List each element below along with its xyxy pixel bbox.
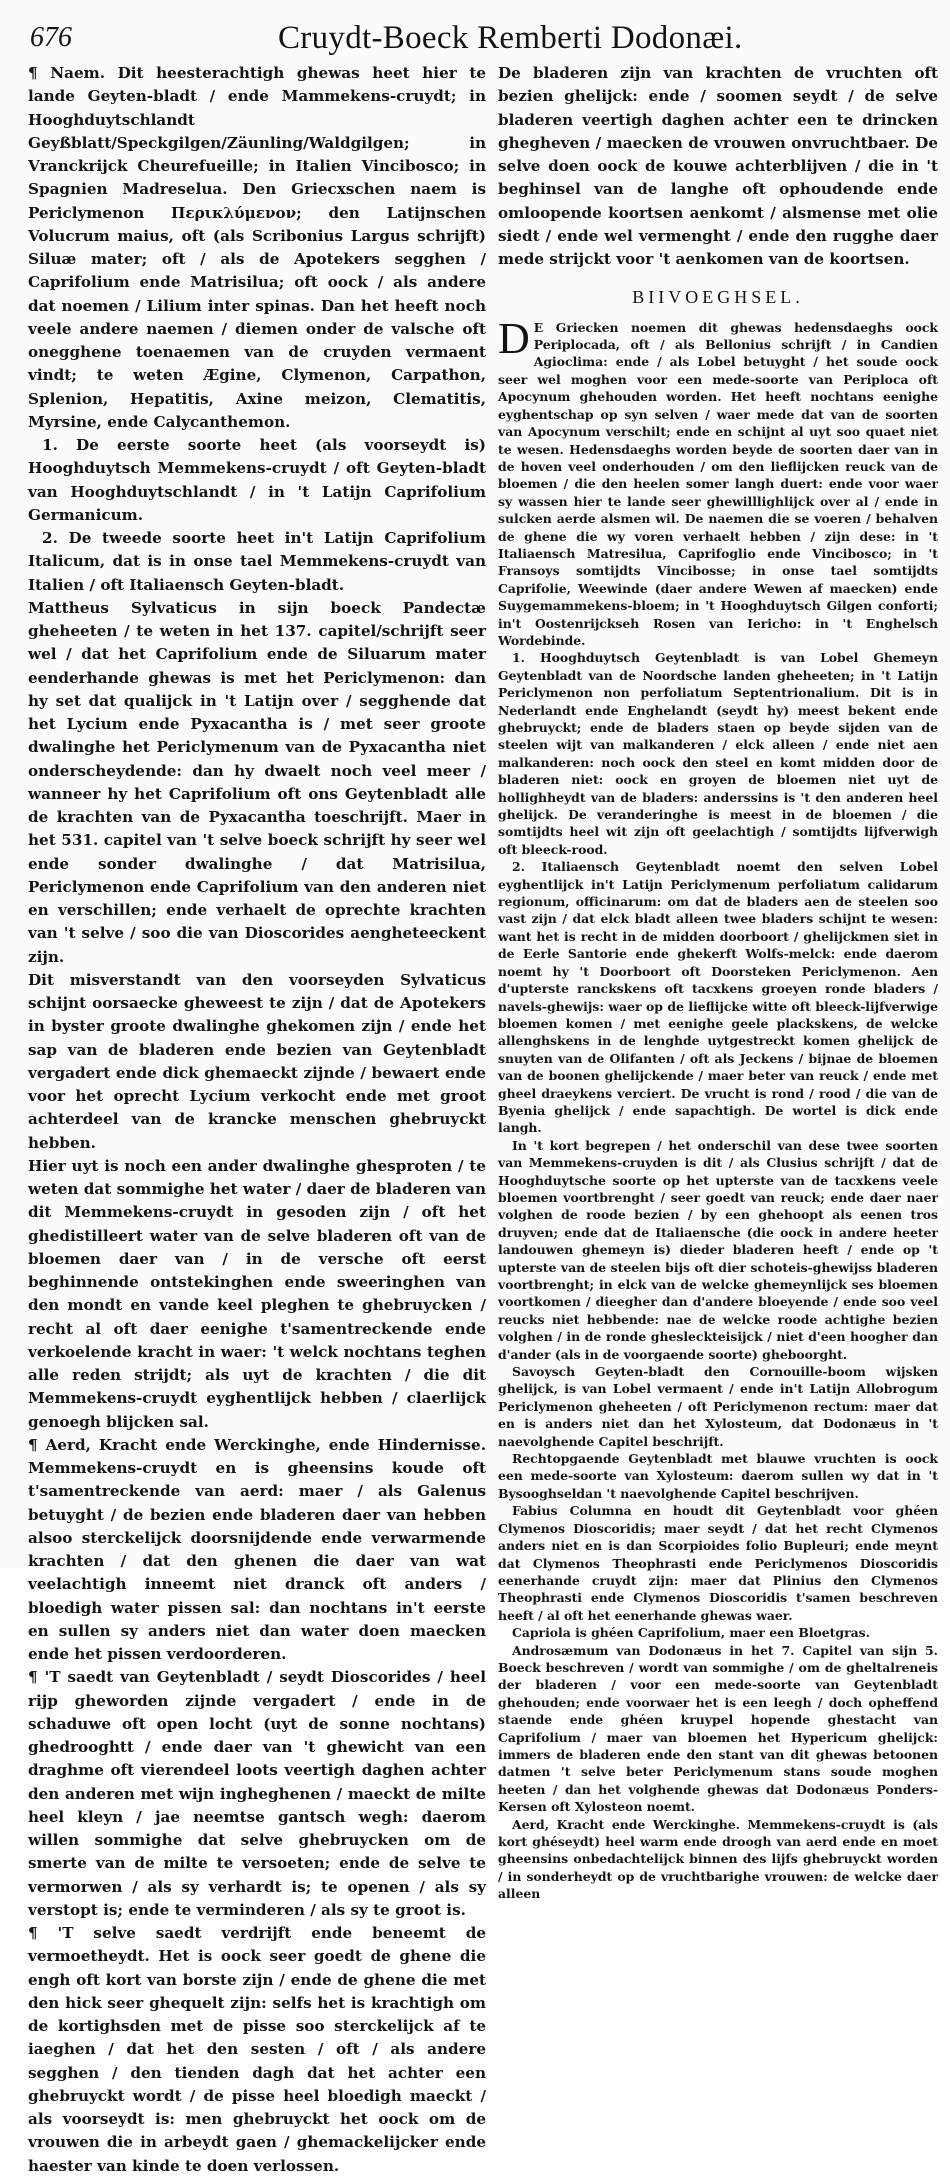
- paragraph-italian-honeysuckle: 2. Italiaensch Geytenbladt noemt den selven Lobel eyghentlijck in't Latijn Periclymenum perfoliatum calidarum regionum, officinarum: om dat de bladers aen de steelen soo vast zijn / dat elck bladt alleen twee bladers schijnt te wesen: want het is recht in de midden doorboort / ghelijckmen siet in de Eerle Santorie ende ghekerft Wolfs-melck: ende daerom noemt hy 't Doorboort oft Doorsteken Periclymenon. Aen d'upterste ranckskens oft tacxkens groeyen ronde bladers / navels-ghewijs: waer op de lieflijcke witte oft bleeck-lijfverwige bloemen komen / met eenighe geele plackskens, de welcke allenghskens in de lenghde uytgestreckt komen ghelijck de snuyten van de Olifanten / oft als Jeckens / bijnae de bloemen van de boonen ghelijckende / maer beter van reuck / ende met gheel draeykens verciert. De vrucht is rond / rood / die van de Byenia ghelijck / ende sapachtigh. De wortel is dick ende langh.: [498, 859, 938, 1136]
- page-header: [28, 14, 928, 64]
- paragraph-blue-fruit: Rechtopgaende Geytenbladt met blauwe vruchten is oock een mede-soorte van Xylosteum: daerom sullen wy dat in 't Bysooghseldan 't naevolghende Capitel beschrijven.: [498, 1451, 938, 1501]
- paragraph-bijvoeghsel-intro-text: E Griecken noemen dit ghewas hedensdaeghs oock Periplocada, oft / als Bellonius schrijft / in Candien Agioclima: ende / als Lobel betuyght / het soude oock seer wel moghen voor een mede-soorte van Periploca oft Apocynum ghehouden worden. Het heeft nochtans eenighe eyghentschap op syn selven / waer mede dat van de soorten van Apocynum verschilt; ende en schijnt al uyt soo quaet niet te wesen. Hedensdaeghs worden beyde de soorten daer van in de hoven veel onderhouden / om den lieflijcken reuck van de bloemen / die den heelen somer langh duert: ende voor waer sy wassen hier te lande seer ghewilllighlijck over al / ende in sulcken aerde alsmen wil. De naemen die se voeren / behalven de ghene die wy voren verhaelt hebben / zijn dese: in 't Italiaensch Matresilua, Caprifoglio ende Vincibosco; in 't Fransoys somtijdts Vincibosse; in onse tael somtijdts Caprifolie, Weewinde (daer andere Wewen af maecken) ende Suygemammekens-bloem; in 't Hooghduytsch Gilgen conforti; in't Oostenrijckseh Rosen van Iericho: in 't Enghelsch Wordebinde.: [498, 319, 938, 648]
- paragraph-seed: ¶ 'T saedt van Geytenbladt / seydt Dioscorides / heel rijp gheworden zijnde vergadert / ende in de schaduwe oft open locht (uyt de sonne nochtans) ghedrooghtt / ende daer van 't ghewicht van een draghme oft vierendeel loots veertigh daghen achter den anderen met wijn ingheghenen / maeckt de milte heel kleyn / jae neemtse gantsch wegh: daerom willen sommighe dat selve ghebruycken om de smerte van de milte te versoeten; ende de selve te vermorwen / als sy verhardt is; te openen / als sy verstopt is; ende te verminderen / als sy te groot is.: [28, 1668, 486, 1919]
- page-number: 676: [30, 22, 72, 53]
- paragraph-misunderstanding: Dit misverstandt van den voorseyden Sylvaticus schijnt oorsaecke gheweest te zijn / dat de Apotekers in byster groote dwalinghe ghekomen zijn / ende het sap van de bladeren ende bezien van Geytenbladt vergadert ende dick ghemaeckt zijnde / bewaert ende voor het oprecht Lycium verkocht ende met groot achterdeel van de krancke menschen ghebruyckt hebben.: [28, 970, 486, 1152]
- paragraph-first-kind: 1. De eerste soorte heet (als voorseydt is) Hooghduytsch Memmekens-cruydt / oft Geyten-bladt van Hooghduytschlandt / in 't Latijn Caprifolium Germanicum.: [28, 436, 486, 524]
- drop-cap: D: [498, 313, 530, 363]
- paragraph-another-error: Hier uyt is noch een ander dwalinghe ghesproten / te weten dat sommighe het water / daer de bladeren van dit Memmekens-cruydt in gesoden zijn / oft het ghedistilleert water van de selve bladeren oft van de bloemen daer van / in de versche oft eerst beghinnende ontstekinghen ende sweeringhen van den mondt en vande keel pleghen te ghebruycken / recht al oft daer eenighe t'samentreckende ende verkoelende kracht in waer: 't welck nochtans teghen alle reden strijdt; als uyt de krachten / die dit Memmekens-cruydt eyghentlijck hebben / claerlijck genoegh blijcken sal.: [28, 1156, 486, 1431]
- paragraph-bijvoeghsel-intro: [498, 313, 938, 650]
- paragraph-savoy: Savoysch Geyten-bladt den Cornouille-boom wijsken ghelijck, is van Lobel vermaent / ende in't Latijn Allobrogum Periclymenon gheheeten / oft Periclymenon rectum: maer dat en is anders niet dan het Xylosteum, dat Dodonæus in 't naevolghende Capitel beschrijft.: [498, 1364, 938, 1449]
- paragraph-sylvaticus: Mattheus Sylvaticus in sijn boeck Pandectæ gheheeten / te weten in het 137. capitel/schrijft seer wel / dat het Caprifolium ende de Siluarum mater eenderhande ghewas is met het Periclymenon: dan hy set dat qualijck in 't Latijn over / segghende dat het Lycium ende Pyxacantha is / met seer groote dwalinghe het Periclymenum van de Pyxacantha niet onderscheydende: dan hy dwaelt noch veel meer / wanneer hy het Caprifolium oft ons Geytenbladt alle de krachten van de Pyxacantha toeschrijft. Maer in het 531. capitel van 't selve boeck schrijft hy seer wel ende sonder dwalinghe / dat Matrisilua, Periclymenon ende Caprifolium van den anderen niet en verschillen; ende verhaelt de oprechte krachten van 't selve / soo die van Dioscorides aengheteeckent zijn.: [28, 598, 486, 966]
- paragraph-second-kind: 2. De tweede soorte heet in't Latijn Caprifolium Italicum, dat is in onse tael Memmekens-cruydt van Italien / oft Italiaensch Geyten-bladt.: [28, 529, 486, 594]
- paragraph-aerd-kracht-right: Aerd, Kracht ende Werckinghe. Memmekens-cruydt is (als kort ghéseydt) heel warm ende droogh van aerd ende en moet gheensins onbedachtelijck binnen des lijfs ghebruyckt worden / in sonderheydt op de vruchtbarighe vrouwen: de welcke daer alleen: [498, 1816, 938, 1902]
- running-head: Cruydt-Boeck Remberti Dodonæi.: [278, 20, 743, 56]
- paragraph-leaves: De bladeren zijn van krachten de vruchten oft bezien ghelijck: ende / soomen seydt / de selve bladeren veertigh daghen achter een te drincken ghegheven / maecken de vrouwen onvruchtbaer. De selve doen oock de kouwe achterblijven / die in 't beghinsel van de langhe oft ophoudende ende omloopende koortsen aenkomt / alsmense met olie siedt / ende wel vermenght / ende den rugghe daer mede strijckt voor 't aenkomen van de koortsen.: [498, 64, 938, 268]
- paragraph-capriola: Capriola is ghéen Caprifolium, maer een Bloetgras.: [512, 1625, 870, 1641]
- left-column: [28, 62, 486, 2175]
- paragraph-german-honeysuckle: 1. Hooghduytsch Geytenbladt is van Lobel Ghemeyn Geytenbladt van de Noordsche landen gheheeten; in 't Latijn Periclymenon non perfoliatum Septentrionalium. Dit is in Nederlandt ende Enghelandt (seydt hy) meest bekent ende ghebruyckt; ende de bladers staen op beyde sijden van de steelen wijt van malkanderen / elck alleen / ende niet aen malkanderen: noch oock den steel en komt midden door de bladeren niet: oock en groyen de bloemen niet uyt de hollighheydt van de bladers: anderssins is 't den anderen heel ghelijck. De veranderinghe is meest in de bloemen / die somtijdts heel wit zijn oft geelachtigh / somtijdts lijfverwigh oft bleeck-rood.: [498, 650, 938, 857]
- paragraph-columna: Fabius Columna en houdt dit Geytenbladt voor ghéen Clymenos Dioscoridis; maer seydt / dat het recht Clymenos anders niet en is dan Scorpioides folio Bupleuri; ende meynt dat Clymenos Theophrasti ende Periclymenos Dioscoridis eenerhande cruydt zijn: maer dat Plinius den Clymenos Theophrasti ende Clymenos Dioscoridis t'samen beschreven heeft / al oft het eenerhande ghewas waer.: [498, 1503, 938, 1623]
- paragraph-difference: In 't kort begrepen / het onderschil van dese twee soorten van Memmekens-cruyden is dit / als Clusius schrijft / dat de Hooghduytsche soorte op het upterste van de tacxkens veele bloemen voortbrenght / seer goedt van reuck; ende daer naer volghen de roode bezien / by een ghehoopt als eenen tros druyven; ende dat de Italiaensche (die oock in andere heeter landouwen ghemeyn is) dieder bladeren heeft / ende op 't upterste van de steelen bijs oft dier schoteis-ghewijss bladeren voortbrenght; in elck van de welcke ghemeynlijck ses bloemen voortkomen / dieegher dan d'andere bloeyende / ende soo veel reucks niet hebbende: nae de welcke roode achtighe bezien volghen / in de ronde ghesleckteisijck / niet d'een hoogher dan d'ander (als in de voorgaende soorte) gheboorght.: [498, 1137, 938, 1362]
- right-column: [498, 62, 938, 1902]
- paragraph-seed-virtues: ¶ 'T selve saedt verdrijft ende beneemt de vermoetheydt. Het is oock seer goedt de ghene die engh oft kort van borste zijn / ende de ghene die met den hick seer ghequelt zijn: selfs het is krachtigh om de kortighsden met de pisse soo sterckelijck af te iaeghen / dat het den sesten / oft / als andere segghen / den tienden dagh dat het achter een ghebruyckt wordt / de pisse heel bloedigh maeckt / als voorseydt is: men ghebruyckt het oock om de vrouwen die in arbeydt gaen / ghemackelijcker ende haester van kinde te doen verlossen.: [28, 1924, 486, 2175]
- paragraph-aerd-kracht: ¶ Aerd, Kracht ende Werckinghe, ende Hindernisse. Memmekens-cruydt en is gheensins koude oft t'samentreckende van aerd: maer / als Galenus betuyght / de bezien ende bladeren daer van hebben alsoo sterckelijck doorsnijdende ende verwarmende krachten / dat den ghenen die daer van wat veelachtigh inneemt niet dranck oft anders / bloedigh water pissen sal: dan nochtans in't eerste en sullen sy anders niet dan water doen maecken ende het pissen verdoorderen.: [28, 1435, 486, 1663]
- paragraph-naem: ¶ Naem. Dit heesterachtigh ghewas heet hier te lande Geyten-bladt / ende Mammekens-cruydt; in Hooghduytschlandt Geyßblatt/Speckgilgen/Zäunling/Waldgilgen; in Vranckrijck Cheurefueille; in Italien Vincibosco; in Spagnien Madreselua. Den Griecxschen naem is Periclymenon Περικλύμενον; den Latijnschen Volucrum maius, oft (als Scribonius Largus schrijft) Siluæ mater; oft / als de Apotekers segghen / Caprifolium ende Matrisilua; oft oock / als andere dat noemen / Lilium inter spinas. Dan het heeft noch veele andere naemen / diemen onder de valsche oft onegghene toenaemen van de cruyden vermaent vindt; te weten Ægine, Clymenon, Carpathon, Splenion, Hepatitis, Axine meizon, Clematitis, Myrsine, ende Calycanthemon.: [28, 64, 486, 431]
- section-title: BIIVOEGHSEL.: [632, 287, 804, 308]
- paragraph-androsaemum: Androsæmum van Dodonæus in het 7. Capitel van sijn 5. Boeck beschreven / wordt van sommighe / om de gheltalreneis der bladeren / voor een mede-soorte van Geytenbladt ghehouden; ende voorwaer het is een leegh / doch opheffend staende ende ghéen kruypel hopende ghestacht van Caprifolium / maer van bloemen het Hypericum ghelijck: immers de bladeren ende den stant van dit ghewas betoonen datmen 't selve beter Periclymenum stans soude moghen heeten / dan het volghende ghewas dat Dodonæus Ponders-Kersen oft Xylosteon noemt.: [498, 1642, 938, 1815]
